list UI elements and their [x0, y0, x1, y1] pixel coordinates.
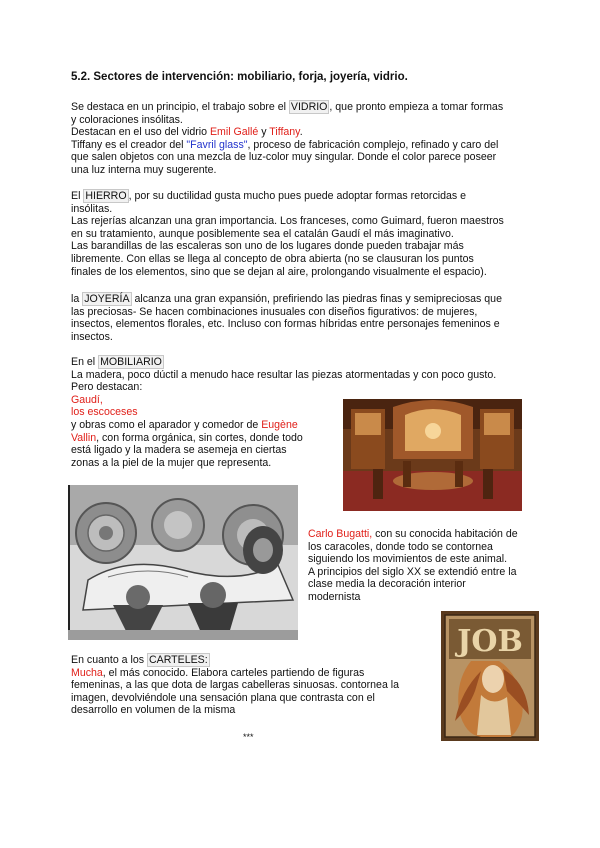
paragraph-carteles: En cuanto a los CARTELES: Mucha, el más conocido. Elabora carteles partiendo de figuras femeninas, a las que dota de largas cabelleras sinuosas. contornea la imagen, devolviéndole una sensación plana que contrasta con el desarrollo en volumen de la misma — [71, 654, 400, 717]
keyword-hierro: HIERRO — [85, 190, 127, 202]
paragraph-mobiliario: En el MOBILIARIO La madera, poco dúctil a menudo hace resultar las piezas atormentadas y con poco gusto. Pero destacan: Gaudí, los escoceses y obras como el aparador y comedor de Eugène Vallin, con forma orgánica, sin cortes, donde todo está ligado y la madera se asemeja en ciertas zonas a la piel de la mujer que representa. — [71, 356, 497, 469]
keyword-joyeria: JOYERÍA — [84, 293, 130, 305]
name-mucha: Mucha — [71, 666, 103, 679]
paragraph-bugatti: Carlo Bugatti, con su conocida habitación de los caracoles, donde todo se contornea siguiendo los movimientos de este animal. A principios del siglo XX se extendió entre la clase media la decoración interior modernista — [308, 528, 518, 603]
name-vallin: Vallin — [71, 431, 97, 444]
name-escoceses: los escoceses — [71, 406, 138, 419]
keyword-carteles: CARTELES: — [148, 654, 208, 666]
poster-mucha-job — [441, 611, 539, 741]
poster-letters: JOB — [457, 624, 523, 659]
name-tiffany: Tiffany — [269, 126, 300, 139]
paragraph-joyeria: la JOYERÍA alcanza una gran expansión, prefiriendo las piedras finas y semipreciosas que las preciosas- Se hacen combinaciones inusuales con diseños figurativos: de mujeres, insectos, elementos florales, etc. Incluso con formas híbridas entre personajes femeninos e insectos. — [71, 293, 502, 343]
name-eugene: Eugène — [261, 418, 298, 431]
paragraph-vidrio: Se destaca en un principio, el trabajo sobre el VIDRIO , que pronto empieza a tomar formas y coloraciones insólitas. Destacan en el uso del vidrio Emil Gallé y Tiffany. Tiffany es el creador del "Favril glass", proceso de fabricación complejo, refinado y caro del que salen objetos con una mezcla de luz-color muy singular. Donde el color parece poseer una luz interna muy sugerente. — [71, 101, 504, 176]
end-mark: *** — [243, 732, 254, 742]
photo-vallin-dining-room — [343, 399, 522, 511]
keyword-vidrio: VIDRIO — [290, 101, 328, 113]
section-heading: 5.2. Sectores de intervención: mobiliario, forja, joyería, vidrio. — [71, 71, 408, 83]
name-emil-galle: Emil Gallé — [209, 126, 259, 139]
keyword-mobiliario: MOBILIARIO — [100, 356, 162, 368]
photo-bugatti-snail-room — [68, 485, 298, 640]
name-gaudi: Gaudí, — [71, 393, 103, 406]
name-carlo-bugatti: Carlo Bugatti, — [308, 528, 373, 540]
paragraph-hierro: El HIERRO , por su ductilidad gusta mucho pues puede adoptar formas retorcidas e insólitas. Las rejerías alcanzan una gran importancia. Los franceses, como Guimard, fueron maestros en su tratamiento, aunque posiblemente sea el catalán Gaudí el más imaginativo. Las barandillas de las escaleras son uno de los lugares donde pueden trabajar más libremente. Con ellas se llega al concepto de obra abierta (no se clausuran los puntos finales de los elementos, sino que se dejan al aire, prolongando visualmente el espacio). — [71, 190, 504, 278]
term-favril-glass: "Favril glass" — [186, 138, 248, 151]
